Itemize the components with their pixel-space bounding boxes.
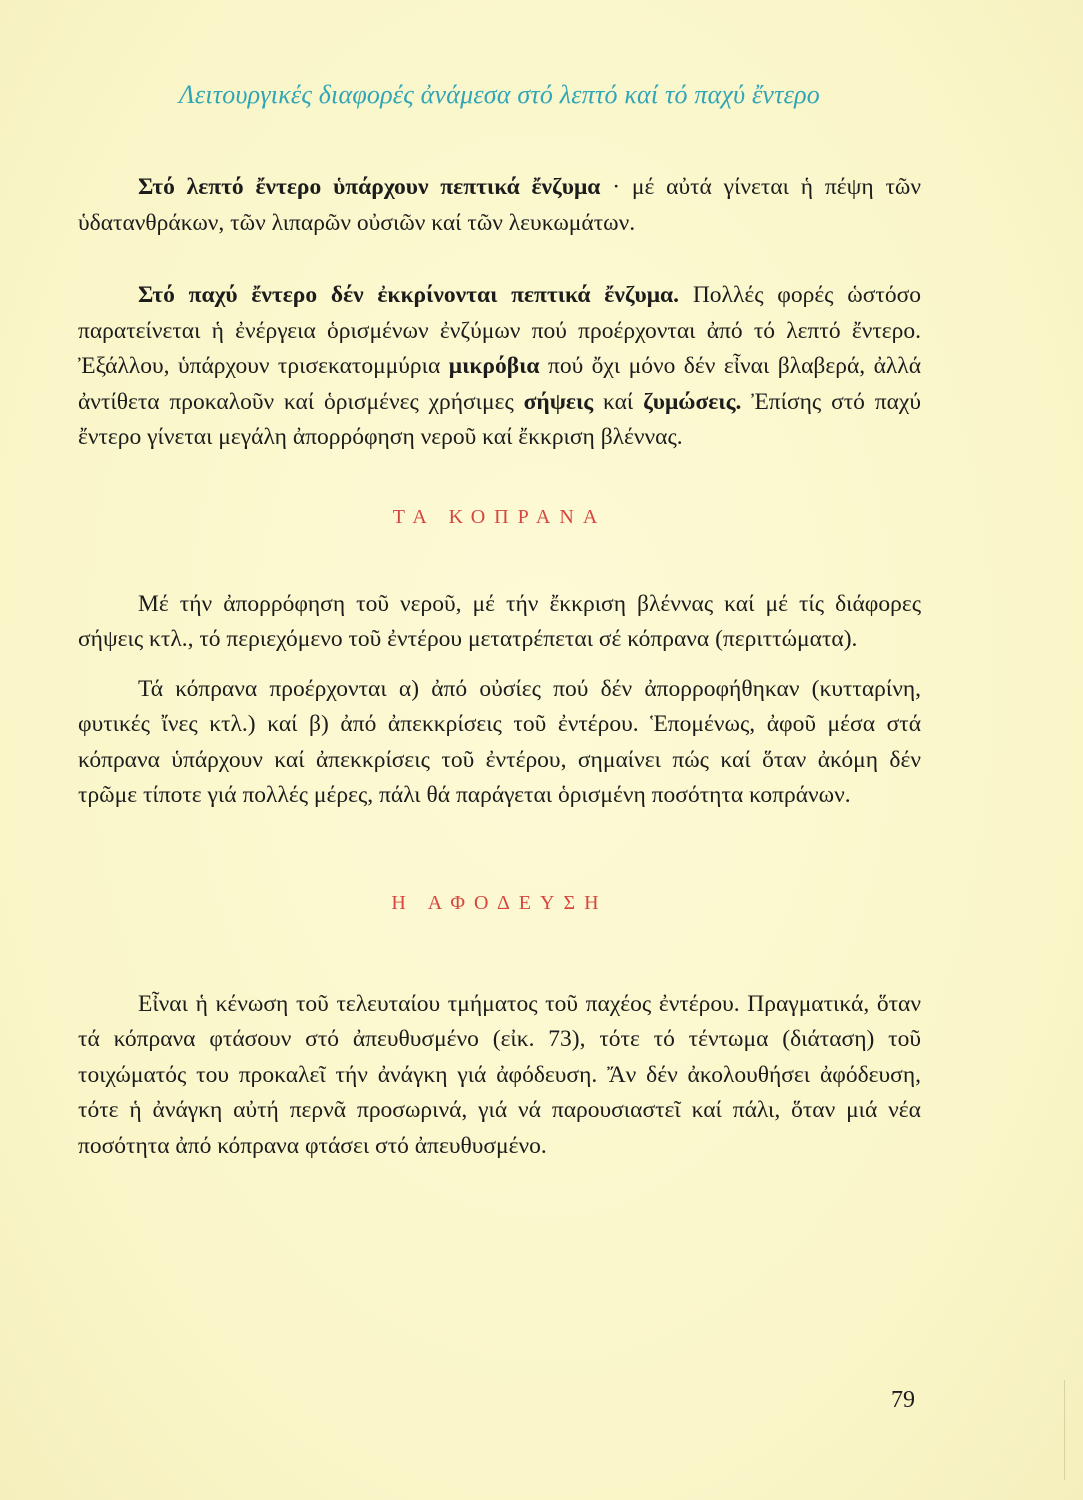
bold-term: μικρόβια [448, 353, 540, 379]
paragraph-small-intestine [78, 170, 921, 241]
section-title-defecation: Η ΑΦΟΔΕΥΣΗ [391, 891, 608, 914]
bold-term: ζυμώσεις. [643, 388, 742, 415]
paragraph-defecation: Εἶναι ἡ κένωση τοῦ τελευταίου τμήματος τοῦ παχέος ἐντέρου. Πραγματικά, ὅταν τά κόπρανα φτάσουν στό ἀπευθυσμένο (εἰκ. 73), τότε τό τέντωμα (διάταση) τοῦ τοιχώματός του προκαλεῖ τήν ἀνάγκη γιά ἀφόδευση. Ἄν δέν ἀκολουθήσει ἀφόδευση, τότε ἡ ἀνάγκη αὐτή περνᾶ προσωρινά, γιά νά παρουσιαστεῖ καί πάλι, ὅταν μιά νέα ποσότητα ἀπό κόπρανα φτάσει στό ἀπευθυσμένο. [78, 990, 921, 1159]
paragraph-large-intestine [78, 278, 921, 456]
paragraph-text: Ἐπίσης στό παχύ ἔντερο γίνεται μεγάλη ἀπορρόφηση νεροῦ καί ἔκκριση βλέννας. [78, 388, 921, 450]
paragraph-text: · μέ αὐτά γίνεται ἡ πέψη τῶν ὑδατανθράκων, τῶν λιπαρῶν οὐσιῶν καί τῶν λευκωμάτων. [78, 174, 921, 236]
page-number: 79 [891, 1387, 915, 1413]
bold-term: σήψεις [523, 388, 594, 415]
section-title-kopana: ΤΑ ΚΟΠΡΑΝΑ [392, 505, 607, 528]
bold-term: Στό λεπτό ἔντερο ὑπάρχουν πεπτικά ἔνζυμα [138, 174, 601, 200]
paragraph-text: καί [593, 388, 644, 415]
running-head: Λειτουργικές διαφορές ἀνάμεσα στό λεπτό καί τό παχύ ἔντερο [179, 80, 820, 109]
bold-term: Στό παχύ ἔντερο δέν ἐκκρίνονται πεπτικά ἔνζυμα. [138, 282, 680, 308]
page-content [78, 80, 921, 1164]
paragraph-text: πού ὄχι μόνο δέν εἶναι βλαβερά, ἀλλά ἀντίθετα προκαλοῦν καί ὁρισμένες χρήσιμες [78, 353, 922, 415]
paragraph-text: Πολλές φορές ὡστόσο παρατείνεται ἡ ἐνέργεια ὁρισμένων ἐνζύμων πού προέρχονται ἀπό τό λεπτό ἔντερο. Ἐξάλλου, ὑπάρχουν τρισεκατομμύρια [78, 282, 921, 379]
paragraph-feces-origin: Τά κόπρανα προέρχονται α) ἀπό οὐσίες πού δέν ἀπορροφήθηκαν (κυτταρίνη, φυτικές ἴνες κτλ.) καί β) ἀπό ἀπεκκρίσεις τοῦ ἐντέρου. Ἑπομένως, ἀφοῦ μέσα στά κόπρανα ὑπάρχουν καί ἀπεκκρίσεις τοῦ ἐντέρου, σημαίνει πώς καί ὅταν ἀκόμη δέν τρῶμε τίποτε γιά πολλές μέρες, πάλι θά παράγεται ὁρισμένη ποσότητα κοπράνων. [78, 675, 921, 808]
page-edge-mark [1064, 1380, 1065, 1480]
paragraph-feces-formation: Μέ τήν ἀπορρόφηση τοῦ νεροῦ, μέ τήν ἔκκριση βλέννας καί μέ τίς διάφορες σήψεις κτλ., τό περιεχόμενο τοῦ ἐντέρου μετατρέπεται σέ κόπρανα (περιττώματα). [78, 590, 921, 652]
